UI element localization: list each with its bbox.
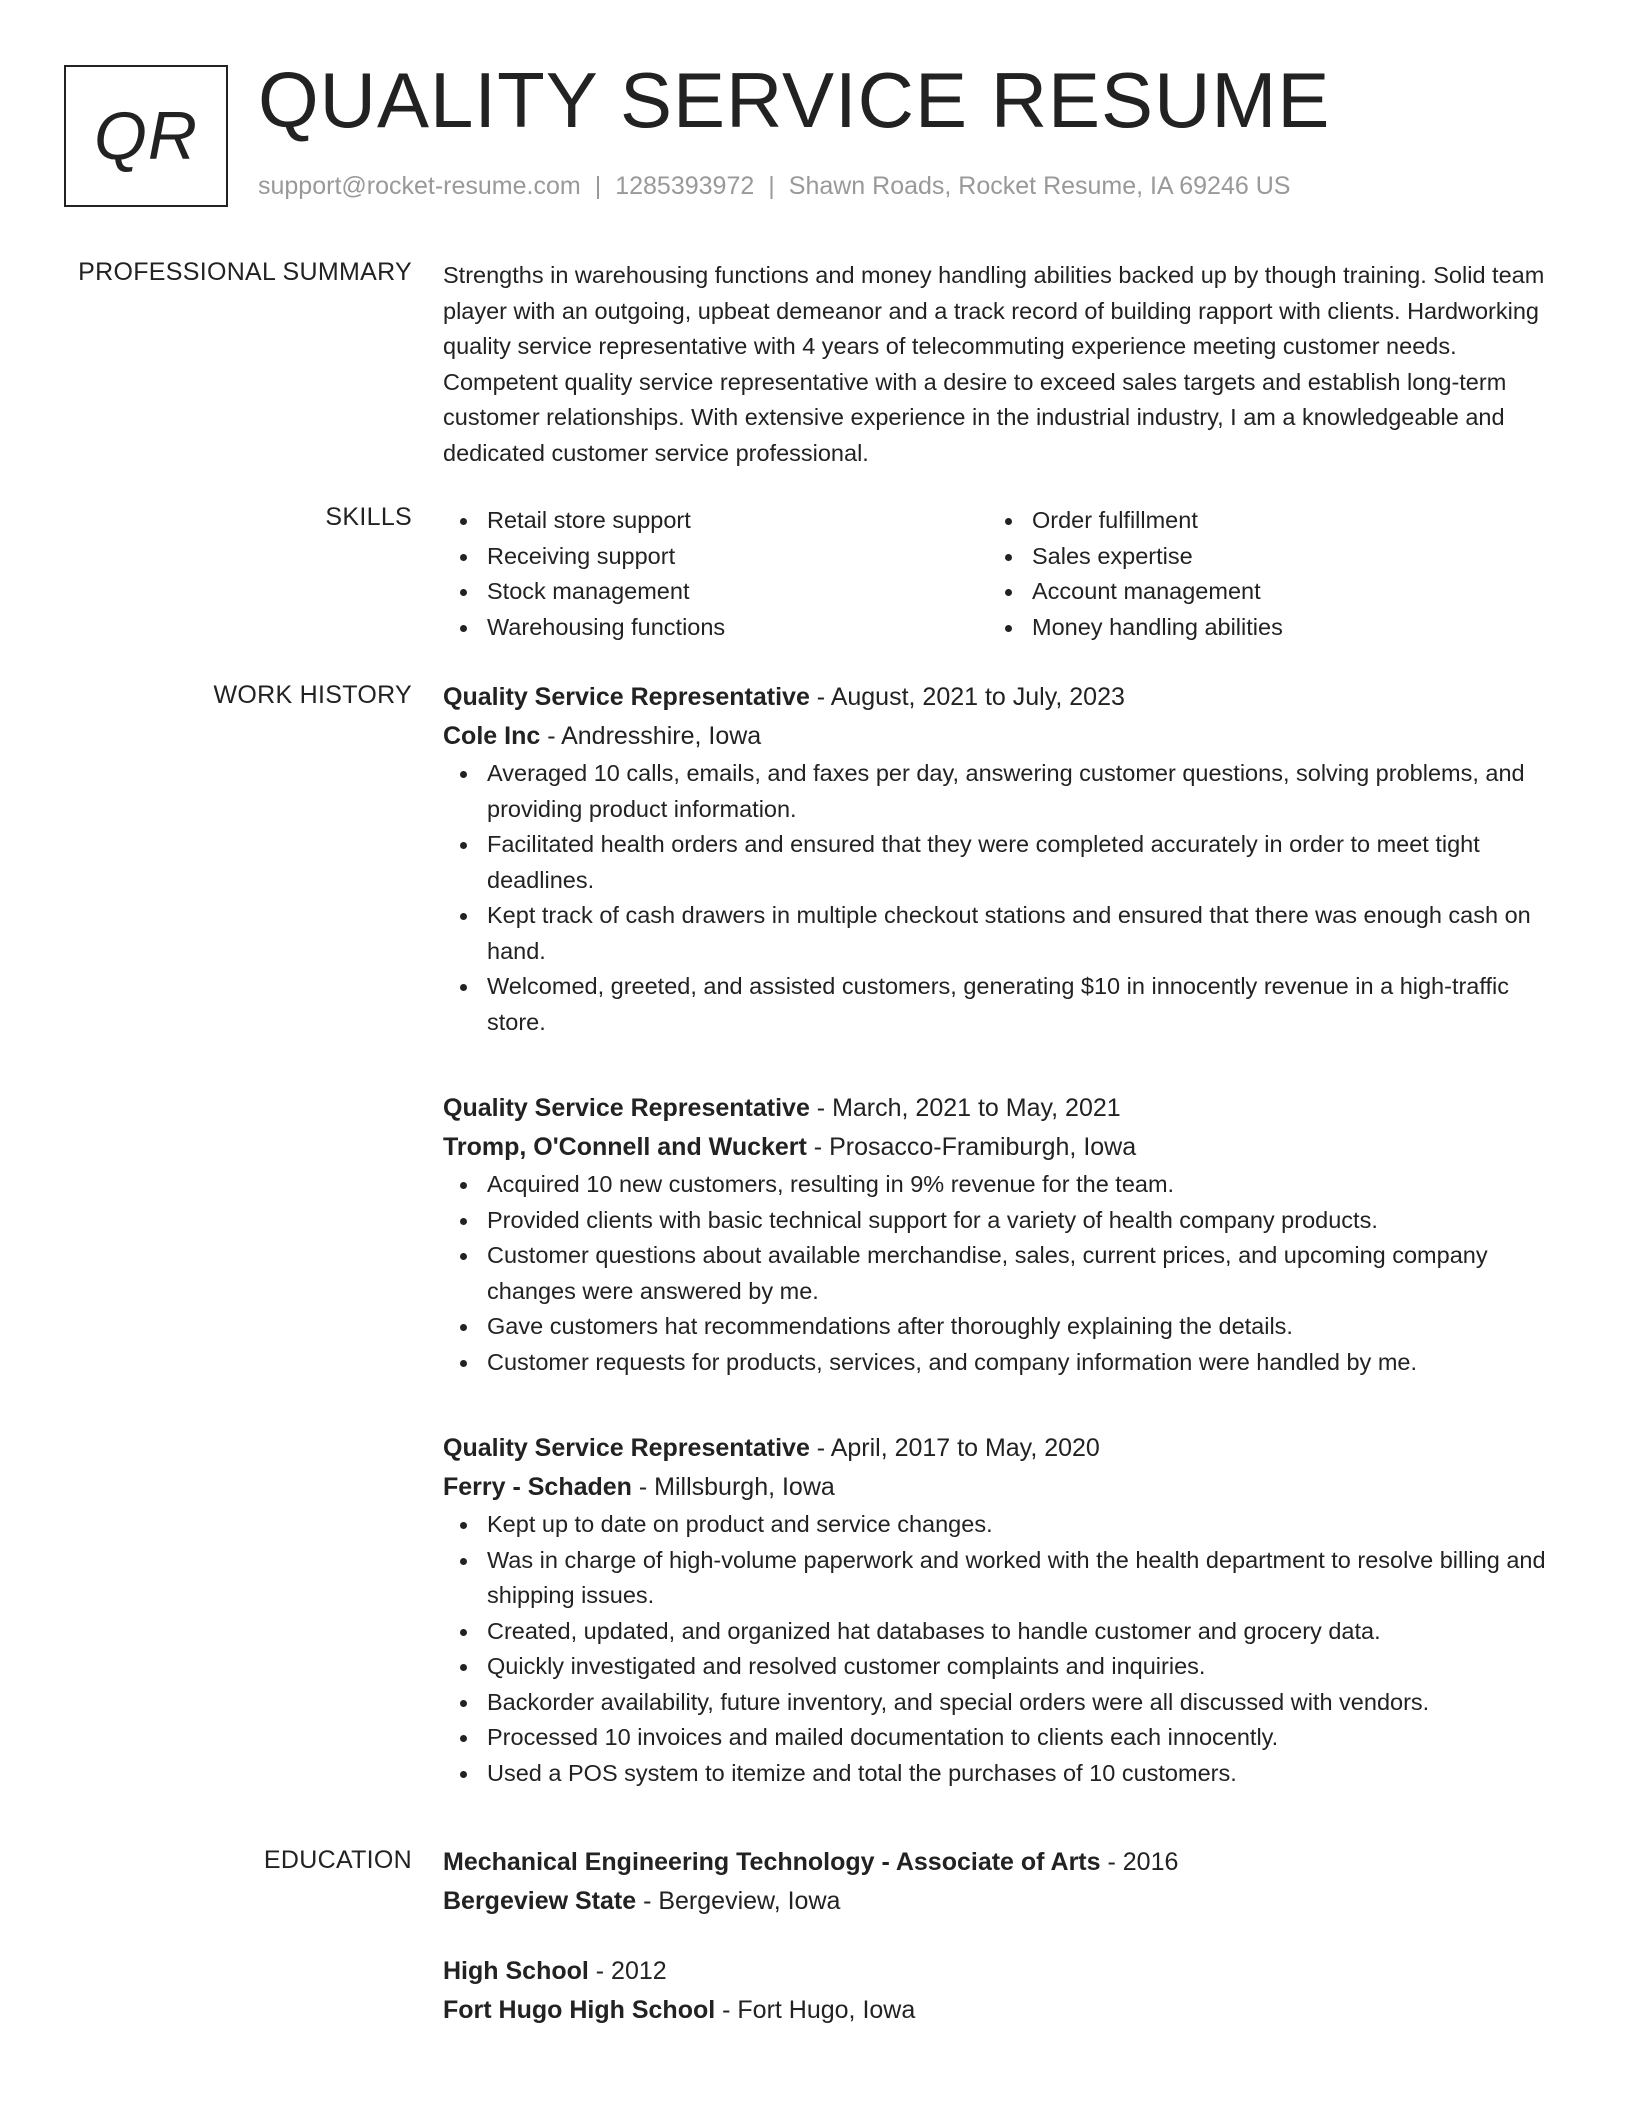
job-entry [443,1089,1553,1380]
skills-section [443,503,1553,645]
skill-item: Money handling abilities [988,610,1533,646]
job-company: Ferry - Schaden [443,1473,632,1501]
school-location: - Bergeview, Iowa [636,1887,841,1915]
job-company-line [443,1468,1553,1507]
degree-line [443,1952,1553,1991]
skill-item: Sales expertise [988,539,1533,575]
job-title: Quality Service Representative [443,683,810,711]
job-entry [443,678,1553,1040]
responsibility-item: Facilitated health orders and ensured that they were completed accurately in order to meet tight deadlines. [443,827,1553,898]
job-company-line [443,1128,1553,1167]
school-name: Fort Hugo High School [443,1996,716,2024]
responsibility-item: Kept track of cash drawers in multiple checkout stations and ensured that there was enough cash on hand. [443,898,1553,969]
responsibility-item: Customer requests for products, services, and company information were handled by me. [443,1345,1553,1381]
responsibility-item: Welcomed, greeted, and assisted customers, generating $10 in innocently revenue in a high-traffic store. [443,969,1553,1040]
responsibility-item: Averaged 10 calls, emails, and faxes per day, answering customer questions, solving problems, and providing product information. [443,756,1553,827]
job-entry [443,1429,1553,1791]
section-label-summary: PROFESSIONAL SUMMARY [78,258,412,286]
education-entry [443,1843,1553,1921]
contact-separator: | [768,172,775,200]
responsibility-item: Used a POS system to itemize and total the purchases of 10 customers. [443,1756,1553,1792]
job-responsibilities [443,1507,1553,1791]
job-location: - Millsburgh, Iowa [631,1473,835,1501]
responsibility-item: Processed 10 invoices and mailed documentation to clients each innocently. [443,1720,1553,1756]
responsibility-item: Provided clients with basic technical support for a variety of health company products. [443,1203,1553,1239]
responsibility-item: Backorder availability, future inventory, and special orders were all discussed with vendors. [443,1685,1553,1721]
job-responsibilities [443,756,1553,1040]
education-entry [443,1952,1553,2030]
school-name: Bergeview State [443,1887,637,1915]
school-location: - Fort Hugo, Iowa [715,1996,916,2024]
degree-line [443,1843,1553,1882]
job-title: Quality Service Representative [443,1434,810,1462]
responsibility-item: Customer questions about available merchandise, sales, current prices, and upcoming company changes were answered by me. [443,1238,1553,1309]
responsibility-item: Gave customers hat recommendations after thoroughly explaining the details. [443,1309,1553,1345]
responsibility-item: Quickly investigated and resolved customer complaints and inquiries. [443,1649,1553,1685]
summary-text: Strengths in warehousing functions and money handling abilities backed up by though training. Solid team player with an outgoing, upbeat demeanor and a track record of building rapport with clients. Hardworking quality service representative with 4 years of telecommuting experience meeting customer needs. Competent quality service representative with a desire to exceed sales targets and establish long-term customer relationships. With extensive experience in the industrial industry, I am a knowledgeable and dedicated customer service professional. [443,262,1545,466]
skill-item: Receiving support [443,539,988,575]
responsibility-item: Acquired 10 new customers, resulting in 9% revenue for the team. [443,1167,1553,1203]
job-dates: - March, 2021 to May, 2021 [809,1094,1121,1122]
school-line [443,1991,1553,2030]
degree-name: Mechanical Engineering Technology - Associate of Arts [443,1848,1101,1876]
job-title-line [443,1429,1553,1468]
skill-item: Retail store support [443,503,988,539]
job-location: - Prosacco-Framiburgh, Iowa [806,1133,1137,1161]
job-location: - Andresshire, Iowa [540,722,762,750]
monogram-logo: QR [64,65,228,207]
contact-email[interactable]: support@rocket-resume.com [258,172,581,200]
school-line [443,1882,1553,1921]
skill-item: Warehousing functions [443,610,988,646]
job-dates: - August, 2021 to July, 2023 [809,683,1125,711]
job-title-line [443,678,1553,717]
job-company: Tromp, O'Connell and Wuckert [443,1133,807,1161]
job-company: Cole Inc [443,722,541,750]
summary-section [443,258,1553,471]
job-title: Quality Service Representative [443,1094,810,1122]
contact-address: Shawn Roads, Rocket Resume, IA 69246 US [788,172,1291,200]
resume-title: QUALITY SERVICE RESUME [258,56,1331,144]
job-company-line [443,717,1553,756]
job-responsibilities [443,1167,1553,1380]
degree-year: - 2016 [1100,1848,1179,1876]
degree-year: - 2012 [588,1957,667,1985]
job-dates: - April, 2017 to May, 2020 [809,1434,1100,1462]
section-label-skills: SKILLS [325,503,412,531]
section-label-education: EDUCATION [263,1846,412,1874]
skills-list-left [443,503,988,645]
skills-list-right [988,503,1533,645]
skill-item: Stock management [443,574,988,610]
responsibility-item: Kept up to date on product and service changes. [443,1507,1553,1543]
degree-name: High School [443,1957,589,1985]
responsibility-item: Was in charge of high-volume paperwork and worked with the health department to resolve billing and shipping issues. [443,1543,1553,1614]
responsibility-item: Created, updated, and organized hat databases to handle customer and grocery data. [443,1614,1553,1650]
contact-separator: | [594,172,602,200]
contact-phone[interactable]: 1285393972 [615,172,755,200]
skill-item: Account management [988,574,1533,610]
job-title-line [443,1089,1553,1128]
contact-line [258,172,1290,201]
section-label-work-history: WORK HISTORY [213,681,412,709]
skill-item: Order fulfillment [988,503,1533,539]
